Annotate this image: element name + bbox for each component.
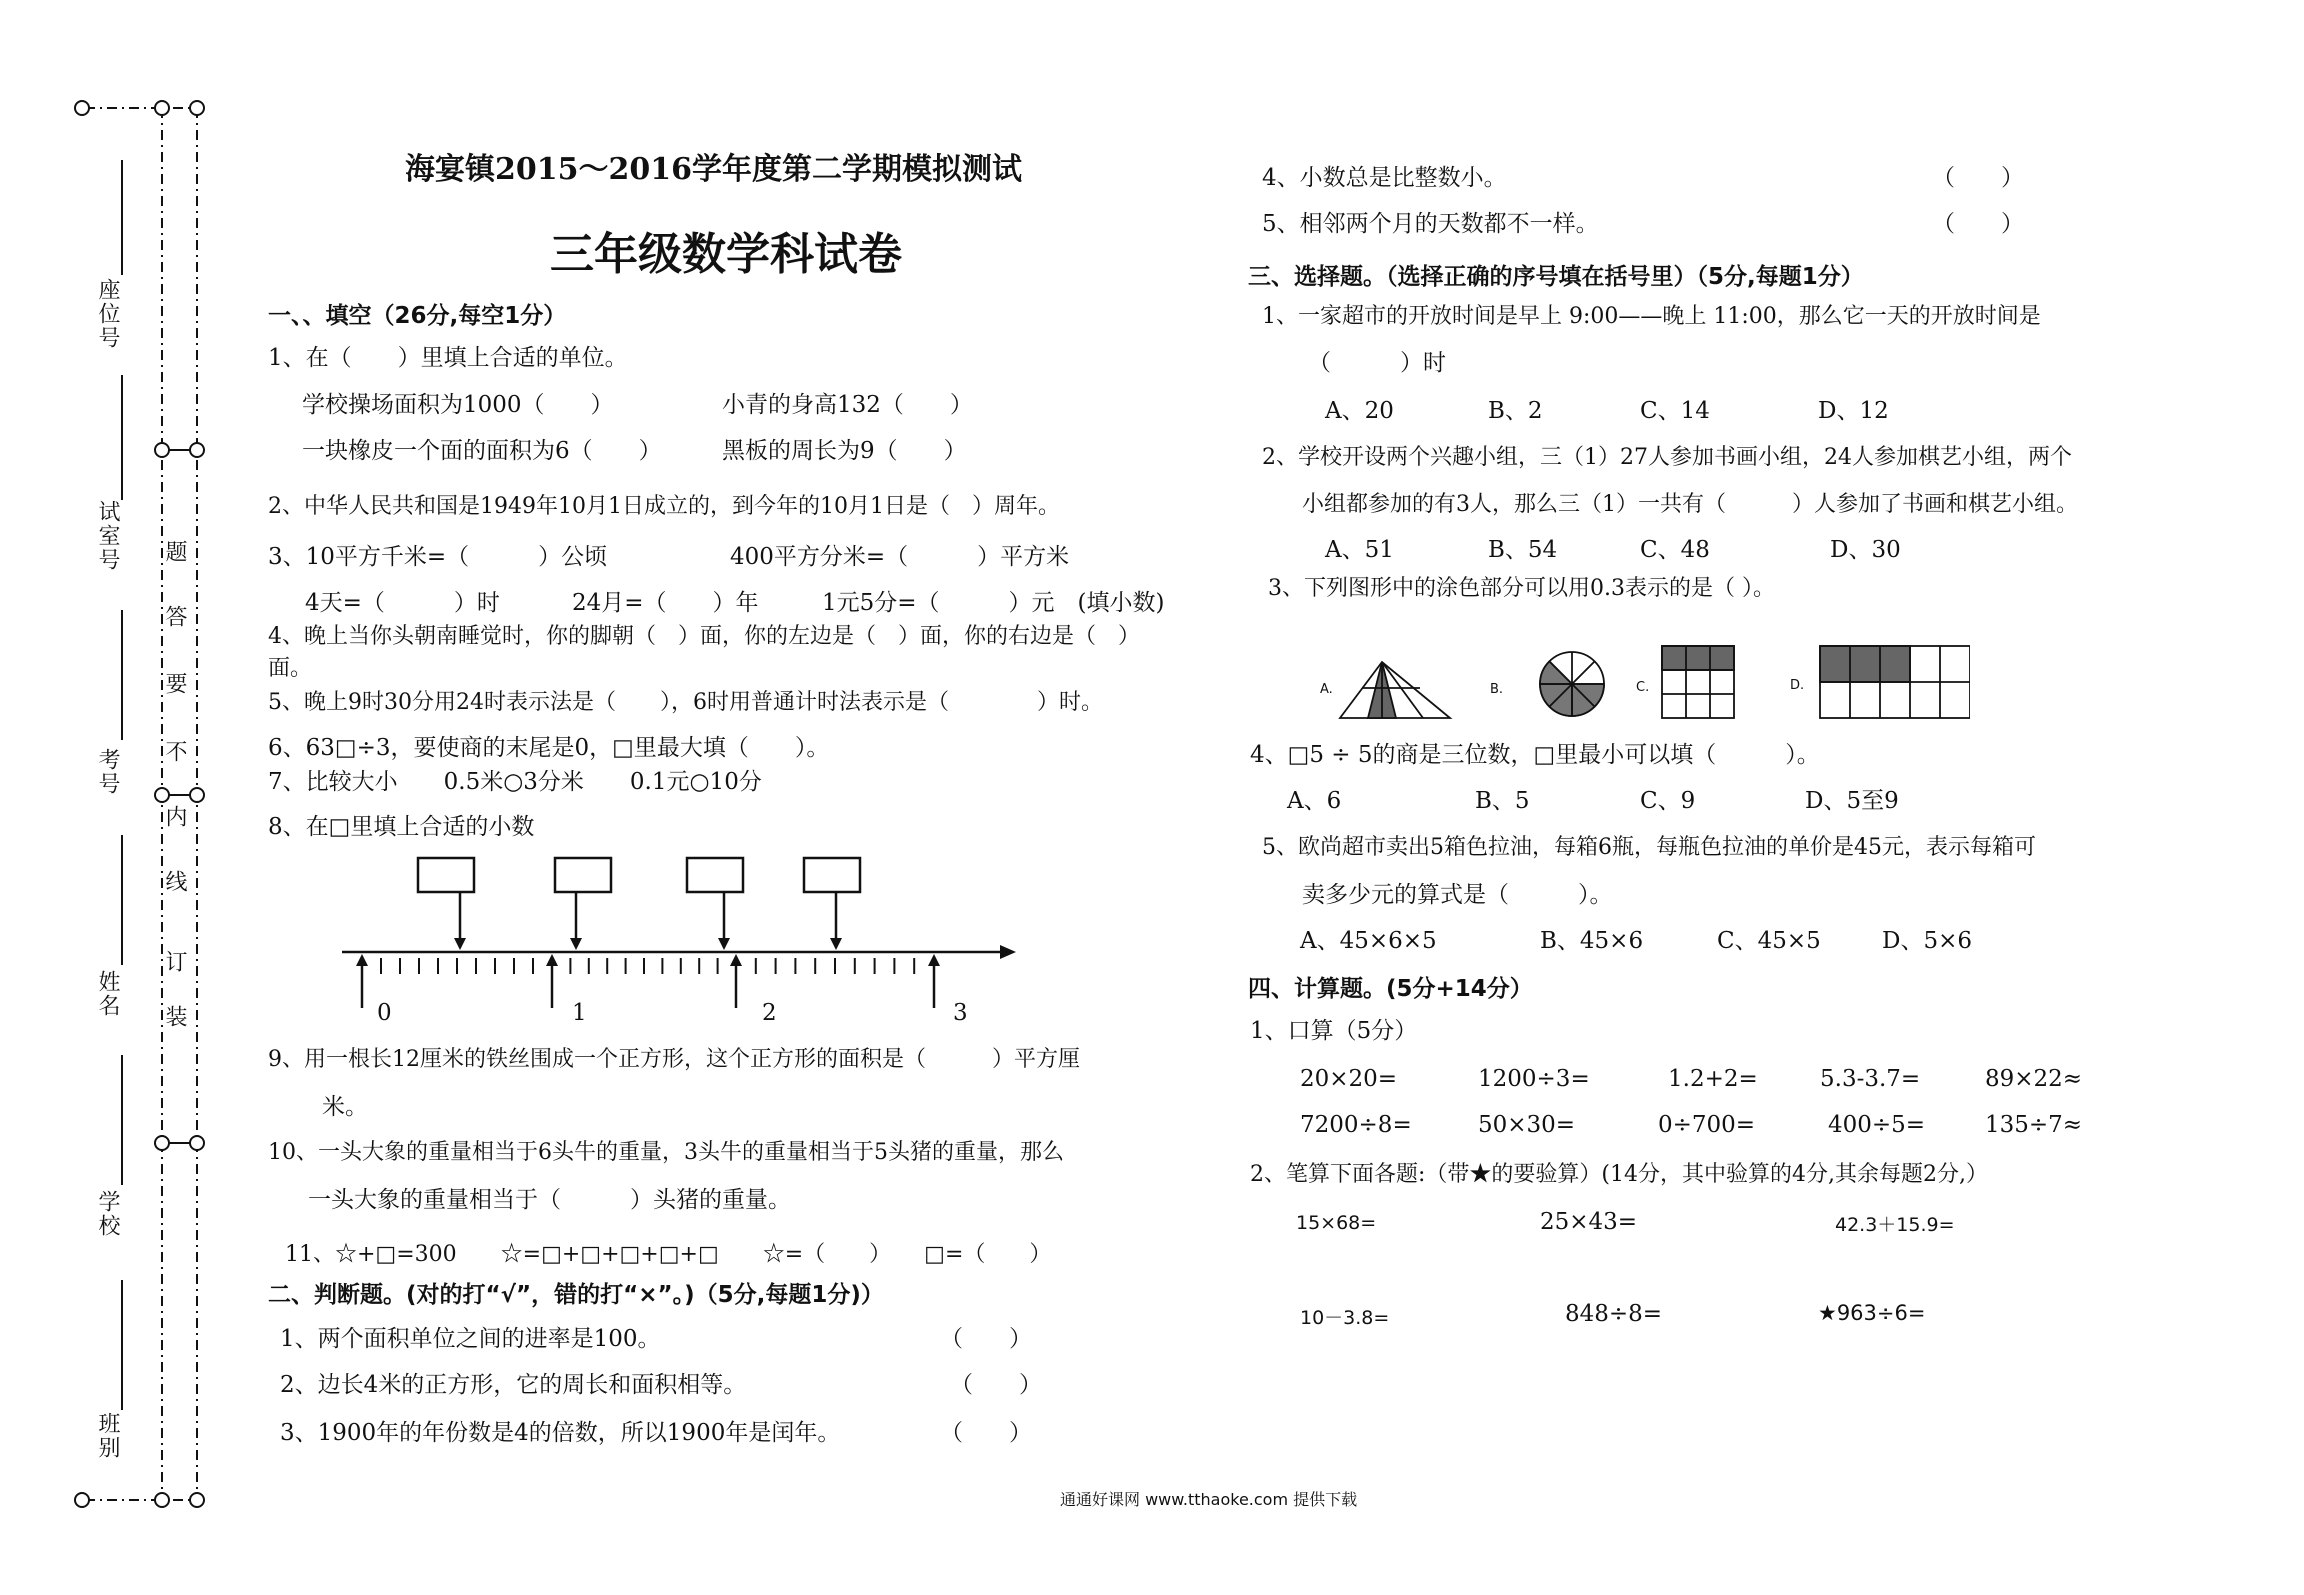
binding-char: 不: [162, 740, 187, 764]
school-label: 学校: [95, 1190, 120, 1238]
written-calc-heading: 2、笔算下面各题:（带★的要验算）(14分，其中验算的4分,其余每题2分,）: [1250, 1162, 1988, 1187]
oral-calc-heading: 1、口算（5分）: [1250, 1018, 1418, 1044]
choice-5-option-d: D、5×6: [1882, 928, 1972, 954]
judge-3: 3、1900年的年份数是4的倍数，所以1900年是闰年。: [280, 1420, 841, 1446]
question-11: 11、☆+□=300 ☆=□+□+□+□+□ ☆=（ ） □=（ ）: [285, 1242, 1052, 1267]
written-calc-3: 42.3＋15.9=: [1835, 1214, 1955, 1236]
judge-2-answer[interactable]: （ ）: [950, 1372, 1042, 1398]
tick-label-3: 3: [953, 1000, 968, 1026]
binding-margin: [0, 0, 240, 1595]
choice-2-cont: 小组都参加的有3人，那么三（1）一共有（ ）人参加了书画和棋艺小组。: [1302, 492, 2078, 517]
choice-4-option-b: B、5: [1475, 788, 1530, 814]
judge-4-answer[interactable]: （ ）: [1932, 165, 2024, 191]
question-10-cont: 一头大象的重量相当于（ ）头猪的重量。: [308, 1187, 791, 1213]
figure-label-b: B.: [1490, 682, 1504, 697]
oral-calc-7: 50×30=: [1478, 1112, 1576, 1138]
question-10: 10、一头大象的重量相当于6头牛的重量，3头牛的重量相当于5头猪的重量，那么: [268, 1140, 1064, 1165]
oral-calc-5: 89×22≈: [1985, 1066, 2083, 1092]
judge-5-answer[interactable]: （ ）: [1932, 211, 2024, 237]
choice-2-option-c: C、48: [1640, 537, 1710, 563]
choice-4-option-a: A、6: [1287, 788, 1342, 814]
question-1a: 学校操场面积为1000（ ）: [302, 392, 614, 418]
judge-1-answer[interactable]: （ ）: [940, 1326, 1032, 1352]
choice-4-option-c: C、9: [1640, 788, 1696, 814]
question-7: 7、比较大小 0.5米○3分米 0.1元○10分: [268, 769, 762, 795]
binding-char: 答: [162, 605, 187, 629]
question-4: 4、晚上当你头朝南睡觉时，你的脚朝（ ）面，你的左边是（ ）面，你的右边是（ ）: [268, 624, 1141, 649]
question-1b: 小青的身高132（ ）: [722, 392, 973, 418]
binding-char: 装: [162, 1005, 187, 1029]
question-3c: 4天=（ ）时: [305, 590, 500, 616]
written-calc-6: ★963÷6=: [1818, 1301, 1926, 1325]
tick-label-1: 1: [572, 1000, 587, 1026]
question-3d: 24月=（ ）年: [572, 590, 759, 616]
binding-char: 线: [162, 870, 187, 894]
room-number-label: 试室号: [95, 500, 120, 572]
exam-title: 海宴镇2015～2016学年度第二学期模拟测试: [405, 152, 1022, 187]
exam-number-label: 考号: [95, 748, 120, 796]
footer-source: 通通好课网 www.tthaoke.com 提供下载: [1060, 1490, 1358, 1509]
oral-calc-4: 5.3-3.7=: [1820, 1066, 1921, 1092]
question-2: 2、中华人民共和国是1949年10月1日成立的，到今年的10月1日是（ ）周年。: [268, 494, 1060, 519]
written-calc-5: 848÷8=: [1565, 1301, 1663, 1327]
judge-1: 1、两个面积单位之间的进率是100。: [280, 1326, 661, 1352]
figure-label-c: C.: [1636, 680, 1650, 695]
oral-calc-8: 0÷700=: [1658, 1112, 1756, 1138]
choice-5-option-b: B、45×6: [1540, 928, 1644, 954]
seat-number-label: 座位号: [95, 278, 120, 350]
written-calc-1: 15×68=: [1296, 1212, 1377, 1234]
choice-2-option-b: B、54: [1488, 537, 1558, 563]
choice-1-option-c: C、14: [1640, 398, 1710, 424]
judge-5: 5、相邻两个月的天数都不一样。: [1262, 211, 1599, 237]
question-4-cont: 面。: [268, 656, 313, 681]
question-1c: 一块橡皮一个面的面积为6（ ）: [302, 438, 662, 464]
choice-1-option-d: D、12: [1818, 398, 1889, 424]
choice-5: 5、欧尚超市卖出5箱色拉油，每箱6瓶，每瓶色拉油的单价是45元，表示每箱可: [1262, 835, 2036, 860]
choice-2-option-d: D、30: [1830, 537, 1901, 563]
choice-5-option-c: C、45×5: [1717, 928, 1821, 954]
section-4-heading: 四、计算题。(5分+14分）: [1248, 976, 1533, 1002]
binding-char: 要: [162, 672, 187, 696]
question-8: 8、在□里填上合适的小数: [268, 814, 535, 840]
oral-calc-6: 7200÷8=: [1300, 1112, 1412, 1138]
figure-label-a: A.: [1320, 682, 1333, 697]
question-9-cont: 米。: [322, 1094, 368, 1120]
choice-4-option-d: D、5至9: [1805, 788, 1899, 814]
choice-1-cont: （ ）时: [1308, 350, 1446, 376]
choice-2-option-a: A、51: [1325, 537, 1394, 563]
judge-3-answer[interactable]: （ ）: [940, 1420, 1032, 1446]
name-label: 姓名: [95, 970, 120, 1018]
choice-1: 1、一家超市的开放时间是早上 9:00——晚上 11:00，那么它一天的开放时间是: [1262, 304, 2041, 329]
choice-4: 4、□5 ÷ 5的商是三位数，□里最小可以填（ ）。: [1250, 742, 1820, 768]
written-calc-2: 25×43=: [1540, 1209, 1638, 1235]
tick-label-0: 0: [377, 1000, 392, 1026]
binding-char: 内: [162, 805, 187, 829]
binding-char: 题: [162, 540, 187, 564]
choice-5-cont: 卖多少元的算式是（ ）。: [1302, 882, 1613, 908]
choice-3: 3、下列图形中的涂色部分可以用0.3表示的是（ ）。: [1268, 576, 1775, 601]
question-3e: 1元5分=（ ）元 (填小数): [822, 590, 1165, 616]
section-3-heading: 三、选择题。（选择正确的序号填在括号里）（5分,每题1分）: [1248, 264, 1864, 290]
judge-2: 2、边长4米的正方形，它的周长和面积相等。: [280, 1372, 747, 1398]
exam-subtitle: 三年级数学科试卷: [550, 229, 902, 280]
question-3b: 400平方分米=（ ）平方米: [730, 544, 1070, 570]
question-1d: 黑板的周长为9（ ）: [722, 438, 967, 464]
judge-4: 4、小数总是比整数小。: [1262, 165, 1507, 191]
class-label: 班别: [95, 1412, 120, 1460]
choice-1-option-b: B、2: [1488, 398, 1543, 424]
number-line: [330, 850, 1030, 1030]
written-calc-4: 10－3.8=: [1300, 1307, 1390, 1329]
oral-calc-9: 400÷5=: [1828, 1112, 1926, 1138]
oral-calc-2: 1200÷3=: [1478, 1066, 1590, 1092]
question-1: 1、在（ ）里填上合适的单位。: [268, 345, 628, 371]
choice-2: 2、学校开设两个兴趣小组，三（1）27人参加书画小组，24人参加棋艺小组，两个: [1262, 445, 2072, 470]
question-9: 9、用一根长12厘米的铁丝围成一个正方形，这个正方形的面积是（ ）平方厘: [268, 1047, 1080, 1072]
section-2-heading: 二、判断题。(对的打“√”，错的打“×”。)（5分,每题1分)）: [268, 1282, 884, 1308]
tick-label-2: 2: [762, 1000, 777, 1026]
binding-char: 订: [162, 950, 187, 974]
question-3a: 3、10平方千米=（ ）公顷: [268, 544, 608, 570]
oral-calc-10: 135÷7≈: [1985, 1112, 2083, 1138]
oral-calc-1: 20×20=: [1300, 1066, 1398, 1092]
question-5: 5、晚上9时30分用24时表示法是（ ），6时用普通计时法表示是（ ）时。: [268, 690, 1103, 715]
oral-calc-3: 1.2+2=: [1668, 1066, 1758, 1092]
section-1-heading: 一、、填空（26分,每空1分）: [268, 303, 567, 329]
choice-1-option-a: A、20: [1325, 398, 1394, 424]
figure-label-d: D.: [1790, 678, 1805, 693]
question-6: 6、63□÷3，要使商的末尾是0，□里最大填（ ）。: [268, 735, 830, 761]
choice-5-option-a: A、45×6×5: [1300, 928, 1437, 954]
